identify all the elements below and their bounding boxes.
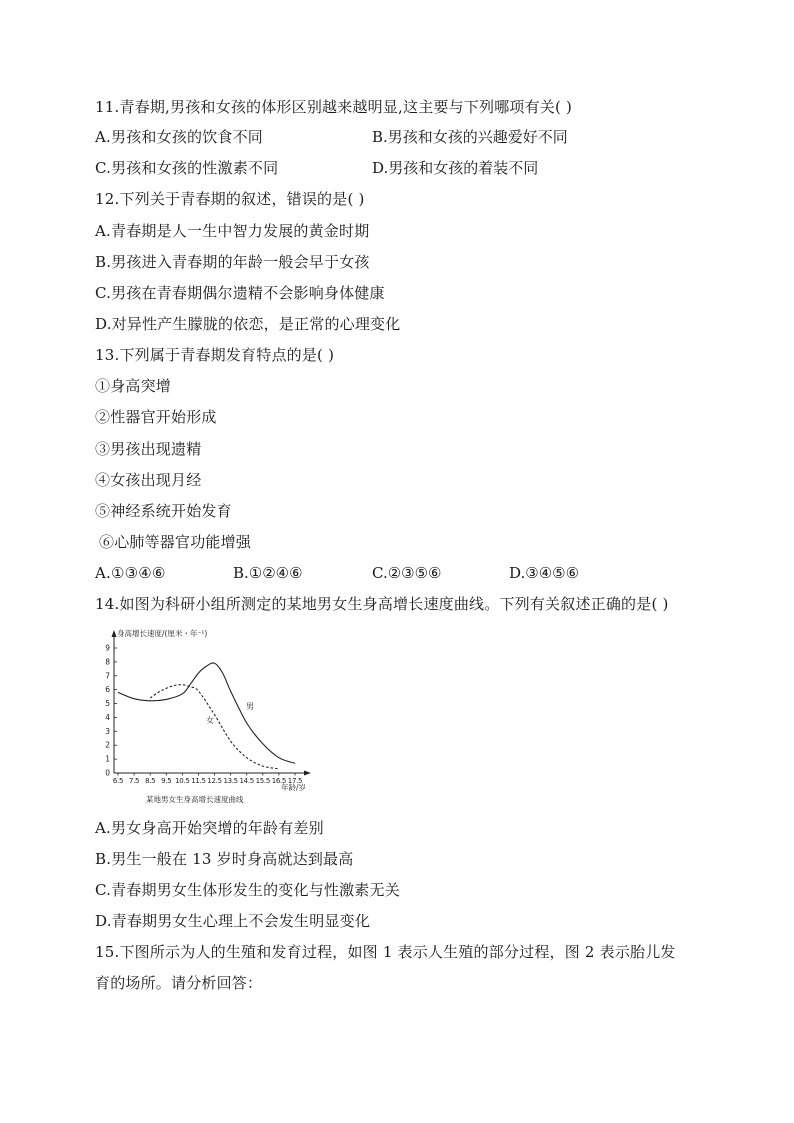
x-tick-label: 17.5 — [287, 777, 303, 785]
q13-item-2: ②性器官开始形成 — [95, 408, 217, 426]
q13-option-b: B.①②④⑥ — [233, 564, 303, 582]
q13-item-4: ④女孩出现月经 — [95, 471, 202, 489]
q13-option-a: A.①③④⑥ — [95, 564, 166, 582]
q13-stem: 13.下列属于青春期发育特点的是( ) — [95, 346, 335, 364]
y-tick-label: 1 — [105, 754, 110, 764]
x-tick-label: 10.5 — [175, 777, 190, 785]
x-tick-label: 6.5 — [112, 777, 124, 785]
q15-stem-line1: 15.下图所示为人的生殖和发育过程，如图 1 表示人生殖的部分过程，图 2 表示胎儿发 — [95, 943, 676, 961]
y-tick-label: 6 — [105, 685, 110, 695]
q13-item-3: ③男孩出现遗精 — [95, 440, 202, 458]
x-tick-label: 7.5 — [128, 777, 140, 785]
x-tick-label: 11.5 — [191, 777, 206, 785]
chart-y-ticks — [105, 644, 117, 778]
y-tick-label: 5 — [105, 699, 110, 709]
x-tick-label: 8.5 — [145, 777, 156, 785]
q13-item-5: ⑤神经系统开始发育 — [95, 502, 232, 520]
q11-option-c: C.男孩和女孩的性激素不同 — [95, 159, 279, 177]
q12-option-d: D.对异性产生朦胧的依恋，是正常的心理变化 — [95, 315, 401, 333]
y-tick-label: 9 — [105, 643, 110, 653]
chart-axes — [112, 630, 312, 776]
series-line-female — [150, 685, 279, 769]
q13-option-d: D.③④⑤⑥ — [509, 564, 580, 582]
y-tick-label: 8 — [105, 657, 110, 667]
legend-label-female: 女 — [206, 716, 214, 725]
chart-caption: 某地男女生身高增长速度曲线 — [146, 795, 244, 804]
q11-stem: 11.青春期,男孩和女孩的体形区别越来越明显,这主要与下列哪项有关( ) — [95, 98, 573, 116]
q12-option-b: B.男孩进入青春期的年龄一般会早于女孩 — [95, 253, 370, 271]
x-tick-label: 16.5 — [271, 777, 287, 785]
y-tick-label: 0 — [105, 768, 110, 778]
x-tick-label: 12.5 — [207, 777, 222, 785]
y-axis-arrow — [112, 630, 117, 637]
q14-option-c: C.青春期男女生体形发生的变化与性激素无关 — [95, 881, 400, 899]
x-tick-label: 14.5 — [239, 777, 254, 785]
q12-option-c: C.男孩在青春期偶尔遗精不会影响身体健康 — [95, 284, 385, 302]
q11-option-b: B.男孩和女孩的兴趣爱好不同 — [372, 128, 568, 146]
chart-x-ticks — [113, 773, 302, 785]
height-growth-chart — [100, 628, 330, 808]
y-tick-label: 7 — [105, 671, 110, 681]
q13-item-1: ①身高突增 — [95, 377, 172, 395]
x-tick-label: 15.5 — [255, 777, 271, 785]
x-tick-label: 9.5 — [161, 777, 172, 785]
y-tick-label: 3 — [105, 726, 110, 736]
q12-stem: 12.下列关于青春期的叙述，错误的是( ) — [95, 190, 365, 208]
y-tick-label: 4 — [105, 712, 110, 722]
legend-label-male: 男 — [246, 702, 254, 711]
q15-stem-line2: 育的场所。请分析回答： — [95, 974, 263, 992]
q13-option-c: C.②③⑤⑥ — [372, 564, 442, 582]
chart-xlabel: 年龄/岁 — [281, 783, 307, 792]
q11-option-d: D.男孩和女孩的着装不同 — [372, 159, 539, 177]
chart-ylabel: 身高增长速度/(厘米・年⁻¹) — [117, 629, 208, 638]
q14-stem: 14.如图为科研小组所测定的某地男女生身高增长速度曲线。下列有关叙述正确的是( ) — [95, 595, 669, 613]
q14-option-a: A.男女身高开始突增的年龄有差别 — [95, 819, 324, 837]
q14-option-d: D.青春期男女生心理上不会发生明显变化 — [95, 912, 371, 930]
x-tick-label: 13.5 — [223, 777, 238, 785]
x-axis-arrow — [304, 771, 311, 776]
q14-option-b: B.男生一般在 13 岁时身高就达到最高 — [95, 850, 354, 868]
q11-option-a: A.男孩和女孩的饮食不同 — [95, 128, 264, 146]
q13-item-6: ⑥心肺等器官功能增强 — [99, 533, 252, 551]
series-line-male — [118, 663, 295, 763]
y-tick-label: 2 — [105, 740, 110, 750]
q12-option-a: A.青春期是人一生中智力发展的黄金时期 — [95, 222, 370, 240]
